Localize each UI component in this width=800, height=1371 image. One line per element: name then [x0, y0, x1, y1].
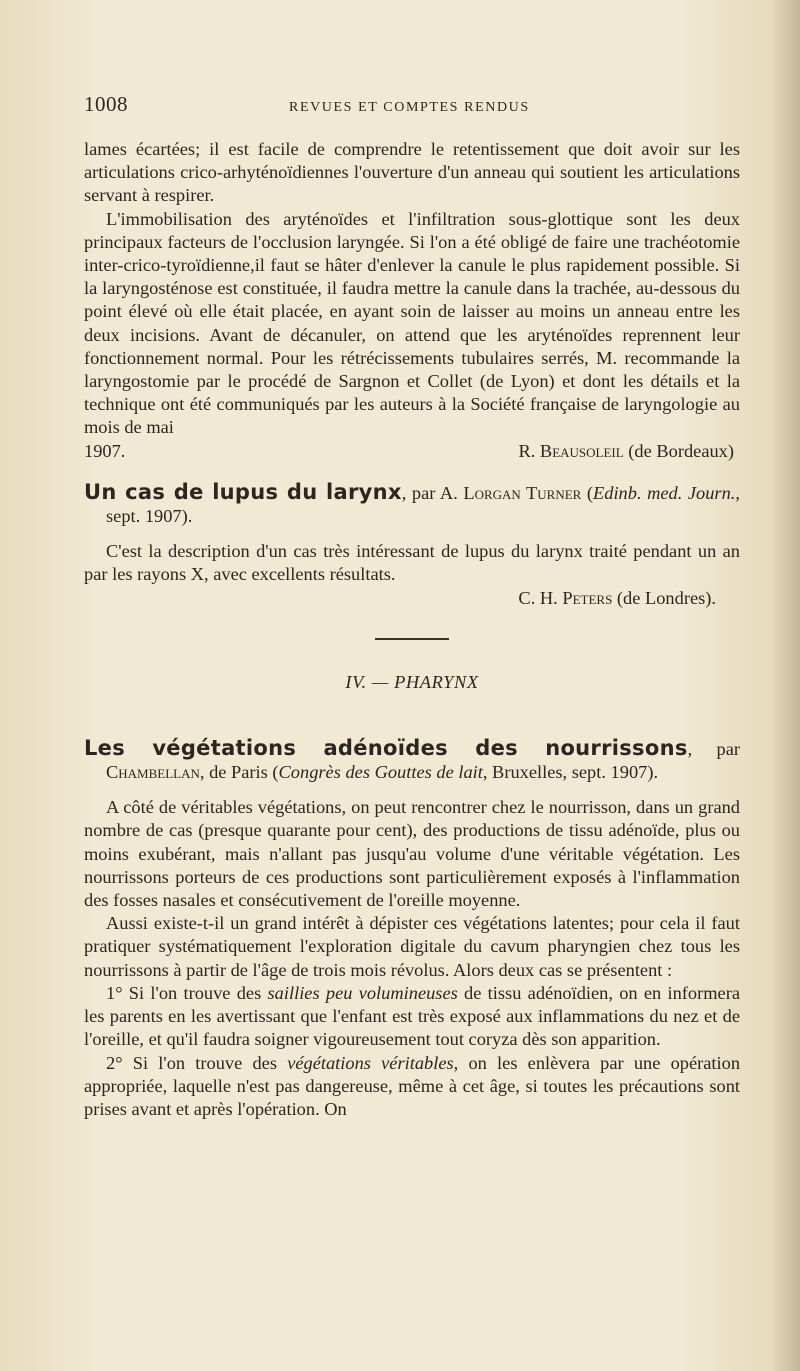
article-1-source-journal: Edinb. med. Journ. — [593, 482, 736, 503]
intro-paragraph-1: lames écartées; il est facile de comprendre le retentissement que doit avoir sur les articulations crico-arhyténoïdiennes l'ouverture d'un anneau qui soutient les articulations servant à respirer. — [84, 139, 740, 206]
article-1-source-open: ( — [581, 482, 594, 503]
article-1-author: Lorgan Turner — [463, 482, 582, 503]
article-1-signature — [84, 587, 740, 610]
article-2-paragraph-2: Aussi existe-t-il un grand intérêt à dépister ces végétations latentes; pour cela il faut pratiquer systématiquement l'exploration digitale du cavum pharyngien chez tous les nourrissons à partir de l'âge de trois mois révolus. Alors deux cas se présentent : — [84, 913, 740, 980]
article-2-paragraph-1: A côté de véritables végétations, on peut rencontrer chez le nourrisson, dans un grand nombre de cas (presque quarante pour cent), des productions de tissu adénoïde, plus ou moins exubérant, mais n'allant pas jusqu'au volume d'une véritable végétation. Les nourrissons porteurs de ces productions sont particulièrement exposés à l'inflammation des fosses nasales et consécutivement de l'oreille moyenne. — [84, 797, 740, 911]
page-header — [84, 92, 740, 122]
article-2-paragraph-3 — [84, 982, 740, 1052]
section-title: IV. — PHARYNX — [345, 671, 479, 692]
article-1-body: C'est la description d'un cas très intéressant de lupus du larynx traité pendant un an par les rayons X, avec excellents résultats. — [84, 541, 740, 585]
article-1-source-date: , sept. 1907). — [106, 482, 740, 527]
intro-signature-name: R. Beausoleil — [518, 440, 624, 461]
article-2-p3-italic: saillies peu volumineuses — [267, 982, 458, 1003]
page-content — [84, 92, 740, 1121]
article-1-signature-name: C. H. Peters — [518, 587, 613, 608]
intro-year: 1907. — [84, 440, 126, 461]
article-2-by: , par — [687, 738, 740, 759]
article-2-title: Les végétations adénoïdes des nourrissons — [84, 735, 688, 760]
article-2-paragraph-4 — [84, 1052, 740, 1122]
article-2-author: Chambellan — [106, 762, 200, 783]
article-1-heading — [84, 481, 740, 528]
article-1-by: , par A. — [401, 482, 464, 503]
article-2-source-date: , Bruxelles, sept. 1907). — [482, 762, 659, 783]
article-2-heading — [84, 737, 740, 784]
intro-paragraph-2: L'immobilisation des aryténoïdes et l'infiltration sous-glottique sont les deux principaux facteurs de l'occlusion laryngée. Si l'on a été obligé de faire une trachéotomie inter-crico-tyroïdienne,il faut se hâter d'enlever la canule le plus rapidement possible. Si la laryngosténose est constituée, il faudra mettre la canule dans la trachée, au-dessous du point élevé où elle était placée, en ayant soin de laisser au moins un anneau entre les deux incisions. Avant de décanuler, on attend que les aryténoïdes reprennent leur fonctionnement normal. Pour les rétrécissements tubulaires serrés, M. recommande la laryngostomie par le procédé de Sargnon et Collet (de Lyon) et dont les détails et la technique ont été communiqués par les auteurs à la Société française de laryngologie au mois de mai — [84, 208, 740, 438]
intro-signature — [518, 440, 740, 463]
article-1-title: Un cas de lupus du larynx — [84, 479, 402, 504]
running-head: REVUES ET COMPTES RENDUS — [289, 100, 530, 115]
page-number: 1008 — [84, 92, 128, 116]
section-divider — [375, 638, 449, 640]
intro-signature-row — [84, 440, 740, 463]
article-2-p3-lead: 1° Si l'on trouve des — [106, 982, 268, 1003]
article-1-signature-place: (de Londres). — [616, 587, 716, 608]
intro-signature-place: (de Bordeaux) — [628, 440, 734, 461]
article-2-p4-italic: végétations véritables — [287, 1052, 454, 1073]
article-2-source-congress: Congrès des Gouttes de lait — [278, 762, 483, 783]
article-2-p3-rest: de tissu adénoïdien, on en informera les parents en les avertissant que l'enfant est très exposé aux inflammations du nez et de l'oreille, et qu'il faudra soigner vigoureusement tout coryza dès son apparition. — [84, 982, 740, 1050]
article-2-p4-rest: , on les enlèvera par une opération appropriée, laquelle n'est pas dangereuse, même à cet âge, si toutes les précautions sont prises avant et après l'opération. On — [84, 1052, 741, 1119]
article-2-p4-lead: 2° Si l'on trouve des — [106, 1052, 288, 1073]
article-2-place: , de Paris ( — [199, 762, 279, 783]
